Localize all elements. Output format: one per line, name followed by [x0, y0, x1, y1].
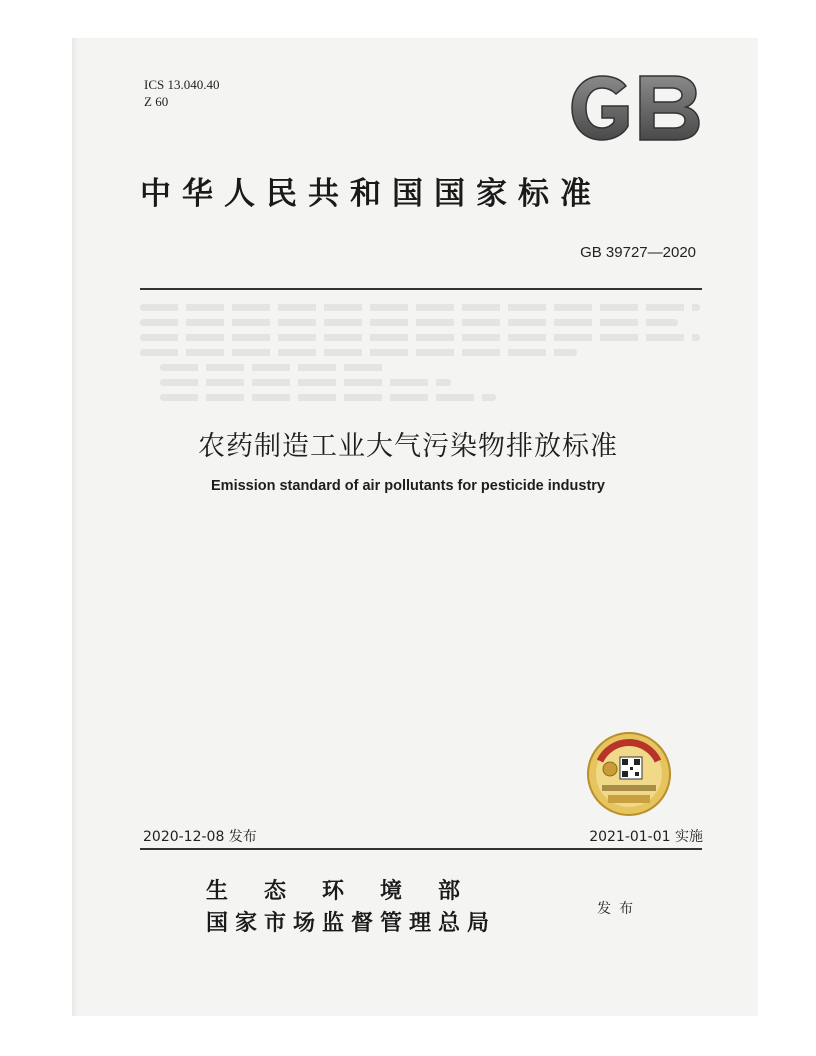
classification-codes: [144, 76, 219, 110]
issuing-org-2: 国家市场监督管理总局: [206, 910, 497, 936]
gb-logo: [568, 72, 702, 144]
ccs-code: Z 60: [144, 94, 169, 109]
anti-counterfeit-seal: [586, 731, 672, 817]
implementation-date: 2021-01-01 实施: [589, 829, 703, 845]
bleed-through-lines: [140, 296, 700, 409]
top-rule: [140, 288, 702, 290]
standard-number: GB 39727—2020: [580, 244, 696, 261]
document-title-english: Emission standard of air pollutants for pesticide industry: [211, 478, 605, 494]
ics-code: ICS 13.040.40: [144, 77, 220, 92]
publish-label: 发布: [597, 901, 641, 917]
document-title-chinese: 农药制造工业大气污染物排放标准: [198, 431, 618, 462]
bleed-through-text: [350, 256, 389, 272]
national-standard-title: 中华人民共和国国家标准: [140, 176, 602, 212]
issuing-org-1: 生态环境部: [206, 878, 497, 904]
bottom-rule: [140, 848, 702, 850]
issue-date: 2020-12-08 发布: [143, 829, 257, 845]
